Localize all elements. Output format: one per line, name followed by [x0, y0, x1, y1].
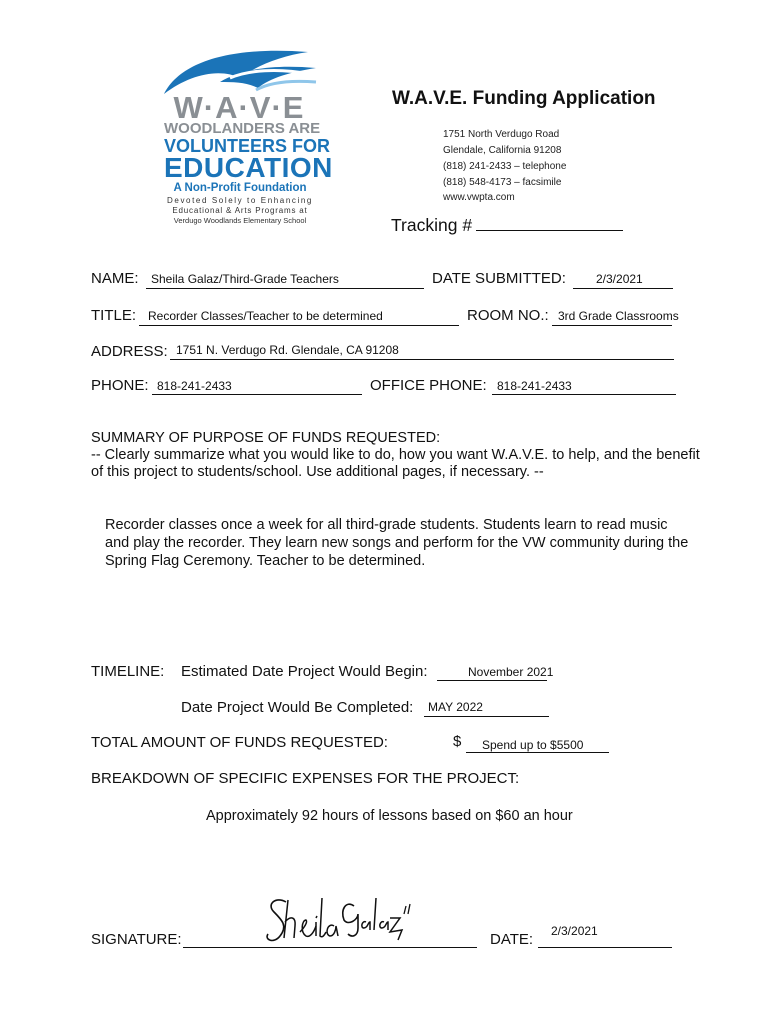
org-address-line: Glendale, California 91208: [443, 145, 562, 156]
summary-body: Recorder classes once a week for all third-grade students. Students learn to read music and play the recorder. They learn new songs and perform for the VW community during the Spring Flag Ceremony. Teacher to be determined.: [105, 517, 689, 569]
phone-label: PHONE:: [91, 377, 149, 394]
title-label: TITLE:: [91, 307, 137, 324]
office-phone-label: OFFICE PHONE:: [370, 377, 487, 394]
date-submitted-label: DATE SUBMITTED:: [432, 270, 566, 287]
summary-heading: SUMMARY OF PURPOSE OF FUNDS REQUESTED:: [91, 430, 441, 446]
wave-logo-graphic: [160, 48, 320, 96]
signature-field[interactable]: [183, 929, 477, 948]
summary-section: [91, 430, 701, 481]
logo-line-4: A Non-Profit Foundation: [173, 182, 307, 194]
logo-line-6: Educational & Arts Programs at: [172, 206, 308, 215]
room-no-value: 3rd Grade Classrooms: [558, 309, 679, 323]
signature-date-label: DATE:: [490, 931, 534, 948]
org-fax-line: (818) 548-4173 – facsimile: [443, 177, 562, 188]
date-submitted-value: 2/3/2021: [596, 272, 643, 286]
org-website: www.vwpta.com: [443, 192, 515, 203]
summary-instructions: -- Clearly summarize what you would like to do, how you want W.A.V.E. to help, and the benefit of this project to students/school. Use additional pages, if necessary. --: [91, 447, 700, 480]
form-title: W.A.V.E. Funding Application: [392, 88, 656, 109]
logo-line-1: WOODLANDERS ARE: [164, 120, 321, 137]
complete-date-label: Date Project Would Be Completed:: [181, 699, 414, 716]
name-label: NAME:: [91, 270, 139, 287]
org-phone-line: (818) 241-2433 – telephone: [443, 161, 567, 172]
tracking-field: [391, 214, 623, 236]
org-address-line: 1751 North Verdugo Road: [443, 129, 560, 140]
breakdown-label: BREAKDOWN OF SPECIFIC EXPENSES FOR THE PROJECT:: [91, 770, 520, 787]
complete-date-value: MAY 2022: [428, 700, 483, 714]
tracking-input-line[interactable]: [476, 214, 623, 231]
title-value: Recorder Classes/Teacher to be determined: [148, 309, 383, 323]
logo-line-3: EDUCATION: [164, 152, 333, 183]
signature-label: SIGNATURE:: [91, 931, 182, 948]
breakdown-value: Approximately 92 hours of lessons based on $60 an hour: [206, 808, 573, 824]
logo-line-2: VOLUNTEERS FOR: [164, 136, 331, 156]
tracking-label: Tracking #: [391, 215, 473, 235]
name-value: Sheila Galaz/Third-Grade Teachers: [151, 272, 339, 286]
room-no-label: ROOM NO.:: [467, 307, 549, 324]
currency-symbol: $: [453, 733, 462, 750]
address-value: 1751 N. Verdugo Rd. Glendale, CA 91208: [176, 343, 399, 357]
total-funds-value: Spend up to $5500: [482, 738, 584, 752]
address-label: ADDRESS:: [91, 343, 168, 360]
logo-line-5: Devoted Solely to Enhancing: [167, 196, 313, 205]
office-phone-value: 818-241-2433: [497, 379, 572, 393]
logo-line-7: Verdugo Woodlands Elementary School: [173, 216, 307, 225]
begin-date-value: November 2021: [468, 665, 554, 679]
logo-title: W·A·V·E: [173, 90, 305, 125]
total-funds-label: TOTAL AMOUNT OF FUNDS REQUESTED:: [91, 734, 388, 751]
phone-value: 818-241-2433: [157, 379, 232, 393]
signature-date-value: 2/3/2021: [551, 924, 598, 938]
begin-date-label: Estimated Date Project Would Begin:: [181, 663, 428, 680]
timeline-label: TIMELINE:: [91, 663, 165, 680]
